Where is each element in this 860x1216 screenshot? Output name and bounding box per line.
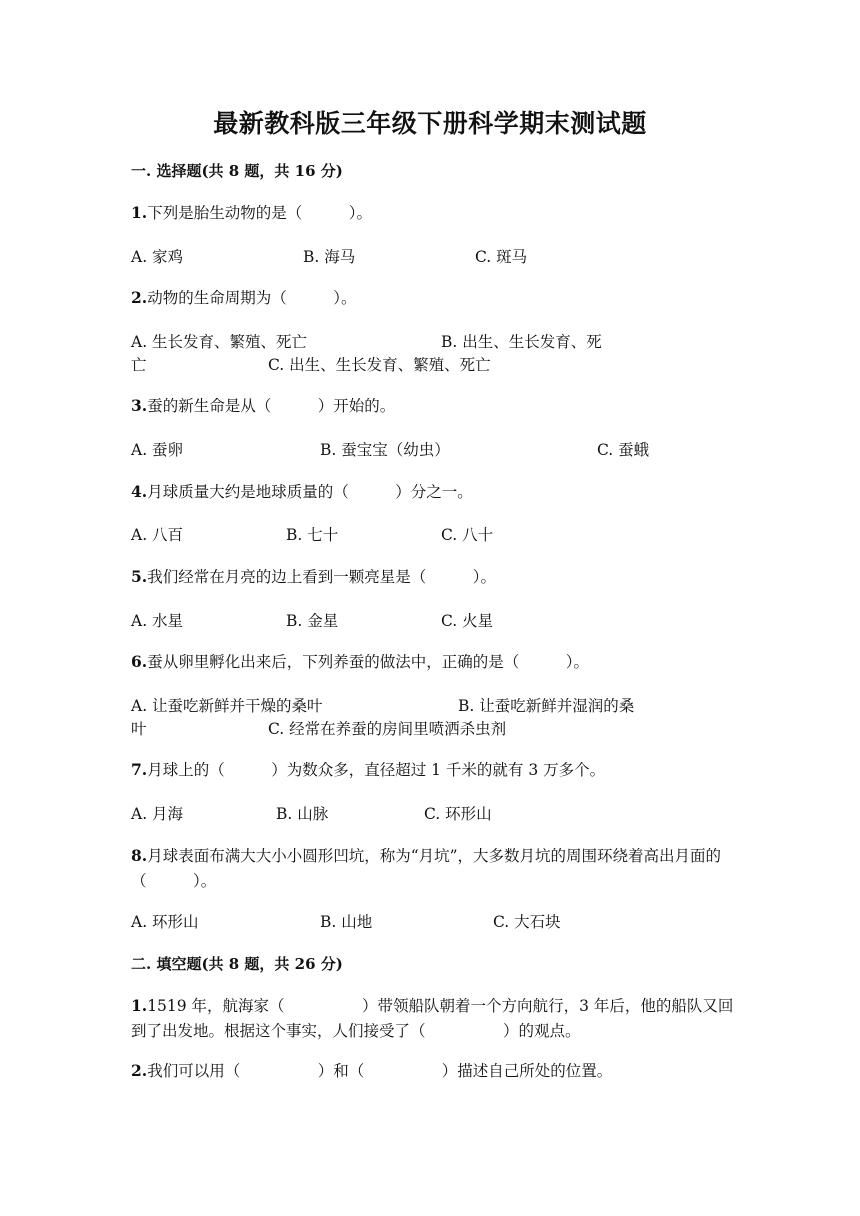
- question-4: [131, 479, 741, 505]
- option-a: A. 环形山: [131, 913, 199, 931]
- option-c: C. 出生、生长发育、繁殖、死亡: [268, 356, 491, 374]
- option-b: B. 金星: [286, 612, 339, 630]
- section-heading-fill: 二. 填空题(共 8 题，共 26 分): [131, 955, 343, 973]
- option-b: B. 蚕宝宝（幼虫）: [320, 441, 450, 459]
- option-a: A. 水星: [131, 612, 184, 630]
- question-number: 3.: [131, 396, 148, 415]
- question-number: 6.: [131, 652, 148, 671]
- option-b: B. 出生、生长发育、死: [441, 333, 602, 351]
- question-number: 5.: [131, 567, 148, 586]
- option-a: A. 家鸡: [131, 248, 184, 266]
- question-number: 7.: [131, 760, 148, 779]
- question-7: [131, 757, 741, 783]
- question-text: 下列是胎生动物的是（ ）。: [147, 204, 372, 222]
- option-a: A. 月海: [131, 805, 184, 823]
- option-c: C. 斑马: [475, 248, 528, 266]
- question-text: 我们经常在月亮的边上看到一颗亮星是（ ）。: [147, 568, 496, 586]
- fill-question-2: [131, 1058, 741, 1084]
- question-text: 1519 年，航海家（ ）带领船队朝着一个方向航行，3 年后，他的船队又回到了出发地。根据这个事实，人们接受了（ ）的观点。: [131, 997, 734, 1040]
- question-1: [131, 200, 741, 226]
- question-6: [131, 649, 741, 675]
- option-a: A. 生长发育、繁殖、死亡: [131, 333, 308, 351]
- question-text: 我们可以用（ ）和（ ）描述自己所处的位置。: [147, 1062, 613, 1080]
- option-c: C. 蚕蛾: [597, 441, 650, 459]
- option-c: C. 八十: [441, 526, 494, 544]
- option-a: A. 让蚕吃新鲜并干燥的桑叶: [131, 697, 323, 715]
- question-5: [131, 564, 741, 590]
- section-heading-choice: 一. 选择题(共 8 题，共 16 分): [131, 162, 343, 180]
- option-b-wrap: 亡: [131, 356, 147, 374]
- question-2: [131, 285, 741, 311]
- option-b: B. 七十: [286, 526, 339, 544]
- question-number: 4.: [131, 482, 148, 501]
- fill-question-1: [131, 993, 741, 1044]
- question-text: 动物的生命周期为（ ）。: [147, 289, 357, 307]
- question-number: 2.: [131, 288, 148, 307]
- question-3: [131, 393, 741, 419]
- question-text: 月球表面布满大大小小圆形凹坑，称为“月坑”，大多数月坑的周围环绕着高出月面的（ ）。: [131, 847, 722, 890]
- option-a: A. 八百: [131, 526, 184, 544]
- option-c: C. 大石块: [493, 913, 561, 931]
- question-number: 2.: [131, 1061, 148, 1080]
- question-text: 月球质量大约是地球质量的（ ）分之一。: [147, 483, 473, 501]
- question-number: 1.: [131, 203, 148, 222]
- question-text: 蚕的新生命是从（ ）开始的。: [147, 397, 396, 415]
- question-number: 8.: [131, 846, 148, 865]
- option-b: B. 海马: [303, 248, 356, 266]
- option-c: C. 火星: [441, 612, 494, 630]
- option-c: C. 环形山: [424, 805, 492, 823]
- option-b: B. 让蚕吃新鲜并湿润的桑: [458, 697, 635, 715]
- option-b-wrap: 叶: [131, 720, 147, 738]
- page-title: 最新教科版三年级下册科学期末测试题: [213, 109, 647, 138]
- question-text: 月球上的（ ）为数众多，直径超过 1 千米的就有 3 万多个。: [147, 761, 606, 779]
- question-number: 1.: [131, 996, 148, 1015]
- option-b: B. 山地: [320, 913, 373, 931]
- question-text: 蚕从卵里孵化出来后，下列养蚕的做法中，正确的是（ ）。: [147, 653, 589, 671]
- option-b: B. 山脉: [276, 805, 329, 823]
- option-c: C. 经常在养蚕的房间里喷洒杀虫剂: [268, 720, 507, 738]
- question-8: [131, 843, 741, 894]
- option-a: A. 蚕卵: [131, 441, 184, 459]
